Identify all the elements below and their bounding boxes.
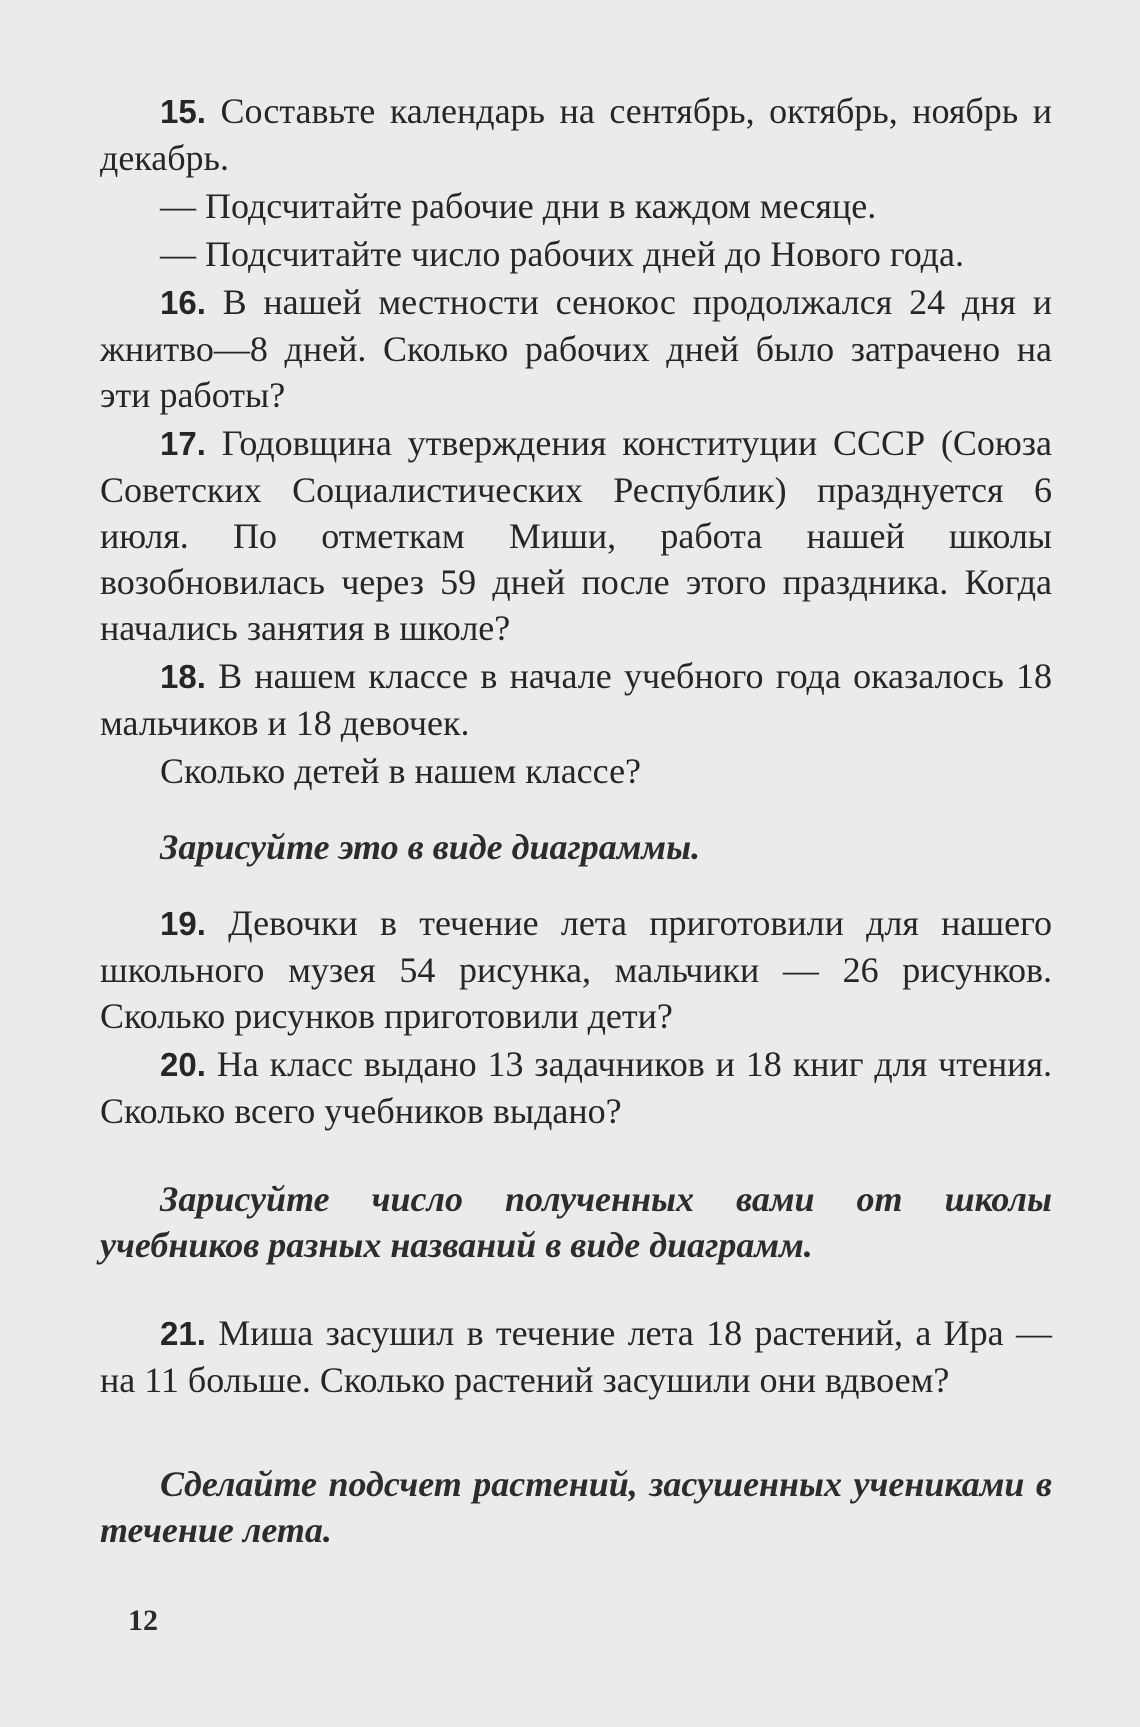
problem-16 xyxy=(100,279,1052,418)
problem-text: Составьте календарь на сентябрь, октябрь, ноябрь и декабрь. xyxy=(100,91,1052,178)
problem-text: На класс выдано 13 задачников и 18 книг для чтения. Сколько всего учебников выдано? xyxy=(100,1044,1053,1131)
problem-19 xyxy=(100,900,1052,1039)
problem-15-subtask-2: — Подсчитайте число рабочих дней до Нового года. xyxy=(160,234,964,274)
problem-number: 21. xyxy=(160,1315,206,1352)
page-text xyxy=(100,88,1052,1555)
problem-number: 17. xyxy=(160,425,206,462)
problem-18-question: Сколько детей в нашем классе? xyxy=(160,751,642,791)
problem-text: Девочки в течение лета приготовили для нашего школьного музея 54 рисунка, мальчики — 26 рисунков. Сколько рисунков приготовили дети? xyxy=(100,903,1052,1036)
problem-number: 15. xyxy=(160,93,206,130)
problem-number: 20. xyxy=(160,1046,206,1083)
page-number: 12 xyxy=(128,1604,158,1637)
problem-20 xyxy=(100,1041,1052,1134)
problem-number: 19. xyxy=(160,905,206,942)
counting-task: Сделайте подсчет растений, засушенных учениками в течение лета. xyxy=(100,1464,1052,1550)
problem-text: В нашем классе в начале учебного года оказалось 18 мальчиков и 18 девочек. xyxy=(100,656,1052,743)
problem-18 xyxy=(100,653,1052,746)
problem-15-subtask-1: — Подсчитайте рабочие дни в каждом месяце. xyxy=(160,186,877,226)
problem-21 xyxy=(100,1310,1052,1403)
drawing-task-1: Зарисуйте это в виде диаграммы. xyxy=(160,827,701,867)
problem-text: В нашей местности сенокос продолжался 24 дня и жнитво—8 дней. Сколько рабочих дней было затрачено на эти работы? xyxy=(100,282,1052,415)
problem-number: 18. xyxy=(160,658,206,695)
problem-text: Миша засушил в течение лета 18 растений, а Ира — на 11 больше. Сколько растений засушили они вдвоем? xyxy=(100,1313,1052,1400)
problem-17 xyxy=(100,420,1052,651)
drawing-task-2: Зарисуйте число полученных вами от школы учебников разных названий в виде диаграмм. xyxy=(100,1179,1052,1265)
problem-text: Годовщина утверждения конституции СССР (Союза Советских Социалистических Республик) празднуется 6 июля. По отметкам Миши, работа нашей школы возобновилась через 59 дней после этого праздника. Когда начались занятия в школе? xyxy=(100,423,1052,648)
problem-15 xyxy=(100,88,1052,181)
problem-number: 16. xyxy=(160,284,206,321)
